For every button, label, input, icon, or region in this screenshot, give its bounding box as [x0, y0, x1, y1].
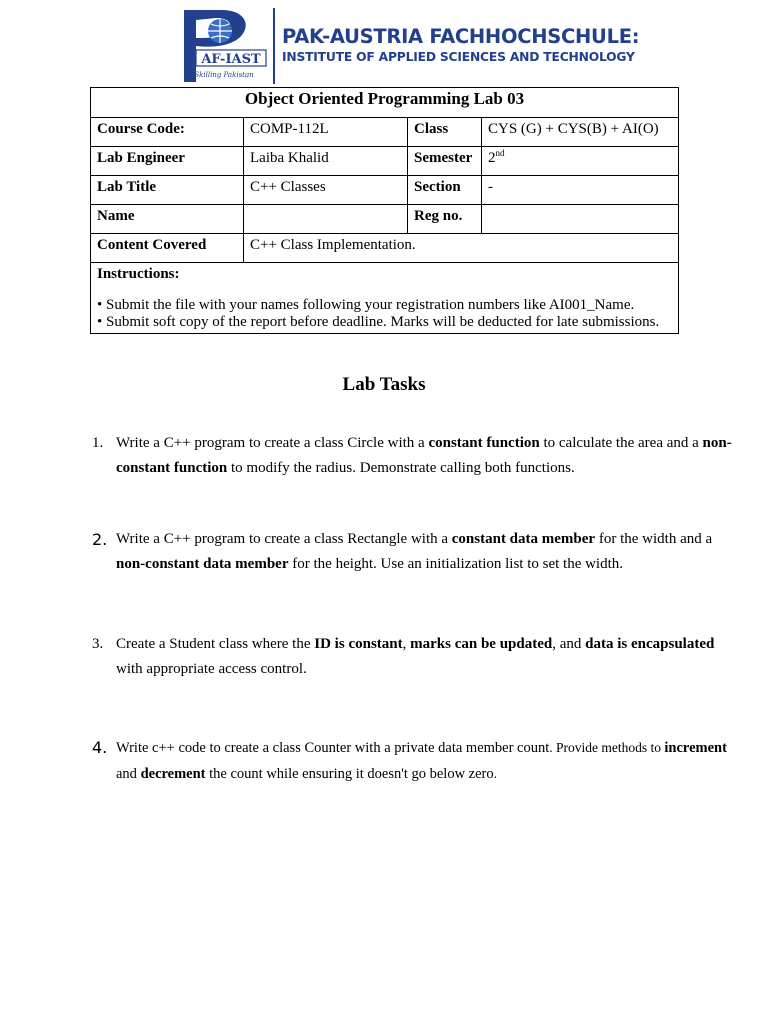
table-row — [91, 118, 679, 147]
instructions-cell — [91, 263, 679, 334]
lab-tasks-heading: Lab Tasks — [342, 374, 426, 395]
semester-suffix: nd — [495, 148, 505, 158]
task-text: Write c++ code to create a class Counter with a private data member count. Provide methods to increment and decrement the count while ensuring it doesn't go below zero. — [116, 740, 727, 782]
class-value: CYS (G) + CYS(B) + AI(O) — [482, 118, 679, 147]
logo-text: AF-IAST — [201, 52, 261, 67]
task-text: Create a Student class where the ID is constant, marks can be updated, and data is encapsulated with appropriate access control. — [116, 636, 715, 677]
lab-title-value: C++ Classes — [244, 176, 408, 205]
task-text: Write a C++ program to create a class Rectangle with a constant data member for the width and a non-constant data member for the height. Use an initialization list to set the width. — [116, 531, 713, 572]
instruction-item: • Submit soft copy of the report before deadline. Marks will be deducted for late submissions. — [97, 314, 660, 330]
table-row — [91, 147, 679, 176]
task-number: 1. — [92, 435, 104, 451]
task-number: 2. — [92, 530, 108, 549]
header-divider — [273, 8, 275, 84]
task-item-3 — [92, 632, 732, 682]
class-label: Class — [408, 118, 482, 147]
task-item-4 — [92, 735, 732, 787]
table-row — [91, 176, 679, 205]
course-code-label: Course Code: — [91, 118, 244, 147]
institute-name: PAK-AUSTRIA FACHHOCHSCHULE: — [282, 25, 640, 48]
semester-cell — [482, 147, 679, 176]
lab-engineer-label: Lab Engineer — [91, 147, 244, 176]
instruction-item: • Submit the file with your names following your registration numbers like AI001_Name. — [97, 297, 635, 313]
content-covered-label: Content Covered — [91, 234, 244, 263]
institute-logo-icon — [174, 6, 270, 84]
course-code-value: COMP-112L — [244, 118, 408, 147]
lab-engineer-value: Laiba Khalid — [244, 147, 408, 176]
section-value: - — [482, 176, 679, 205]
task-number: 4. — [92, 738, 108, 757]
task-text: Write a C++ program to create a class Circle with a constant function to calculate the area and a non-constant function to modify the radius. Demonstrate calling both functions. — [116, 435, 732, 476]
lab-info-table — [90, 87, 679, 334]
lab-title-label: Lab Title — [91, 176, 244, 205]
content-covered-value: C++ Class Implementation. — [244, 234, 679, 263]
task-item-1 — [92, 431, 732, 481]
task-item-2 — [92, 527, 732, 577]
task-number: 3. — [92, 636, 104, 652]
instructions-label: Instructions: — [97, 266, 180, 282]
institute-subtitle: INSTITUTE OF APPLIED SCIENCES AND TECHNOLOGY — [282, 50, 635, 64]
section-label: Section — [408, 176, 482, 205]
logo-tagline: Skilling Pakistan — [194, 71, 254, 79]
instructions-row — [91, 263, 679, 334]
semester-value: 2 — [488, 150, 496, 166]
table-row — [91, 205, 679, 234]
semester-label: Semester — [408, 147, 482, 176]
name-label: Name — [91, 205, 244, 234]
reg-no-label: Reg no. — [408, 205, 482, 234]
name-field[interactable] — [244, 205, 408, 234]
table-row — [91, 234, 679, 263]
institute-header — [174, 6, 640, 86]
lab-title-heading: Object Oriented Programming Lab 03 — [91, 88, 679, 118]
reg-no-field[interactable] — [482, 205, 679, 234]
